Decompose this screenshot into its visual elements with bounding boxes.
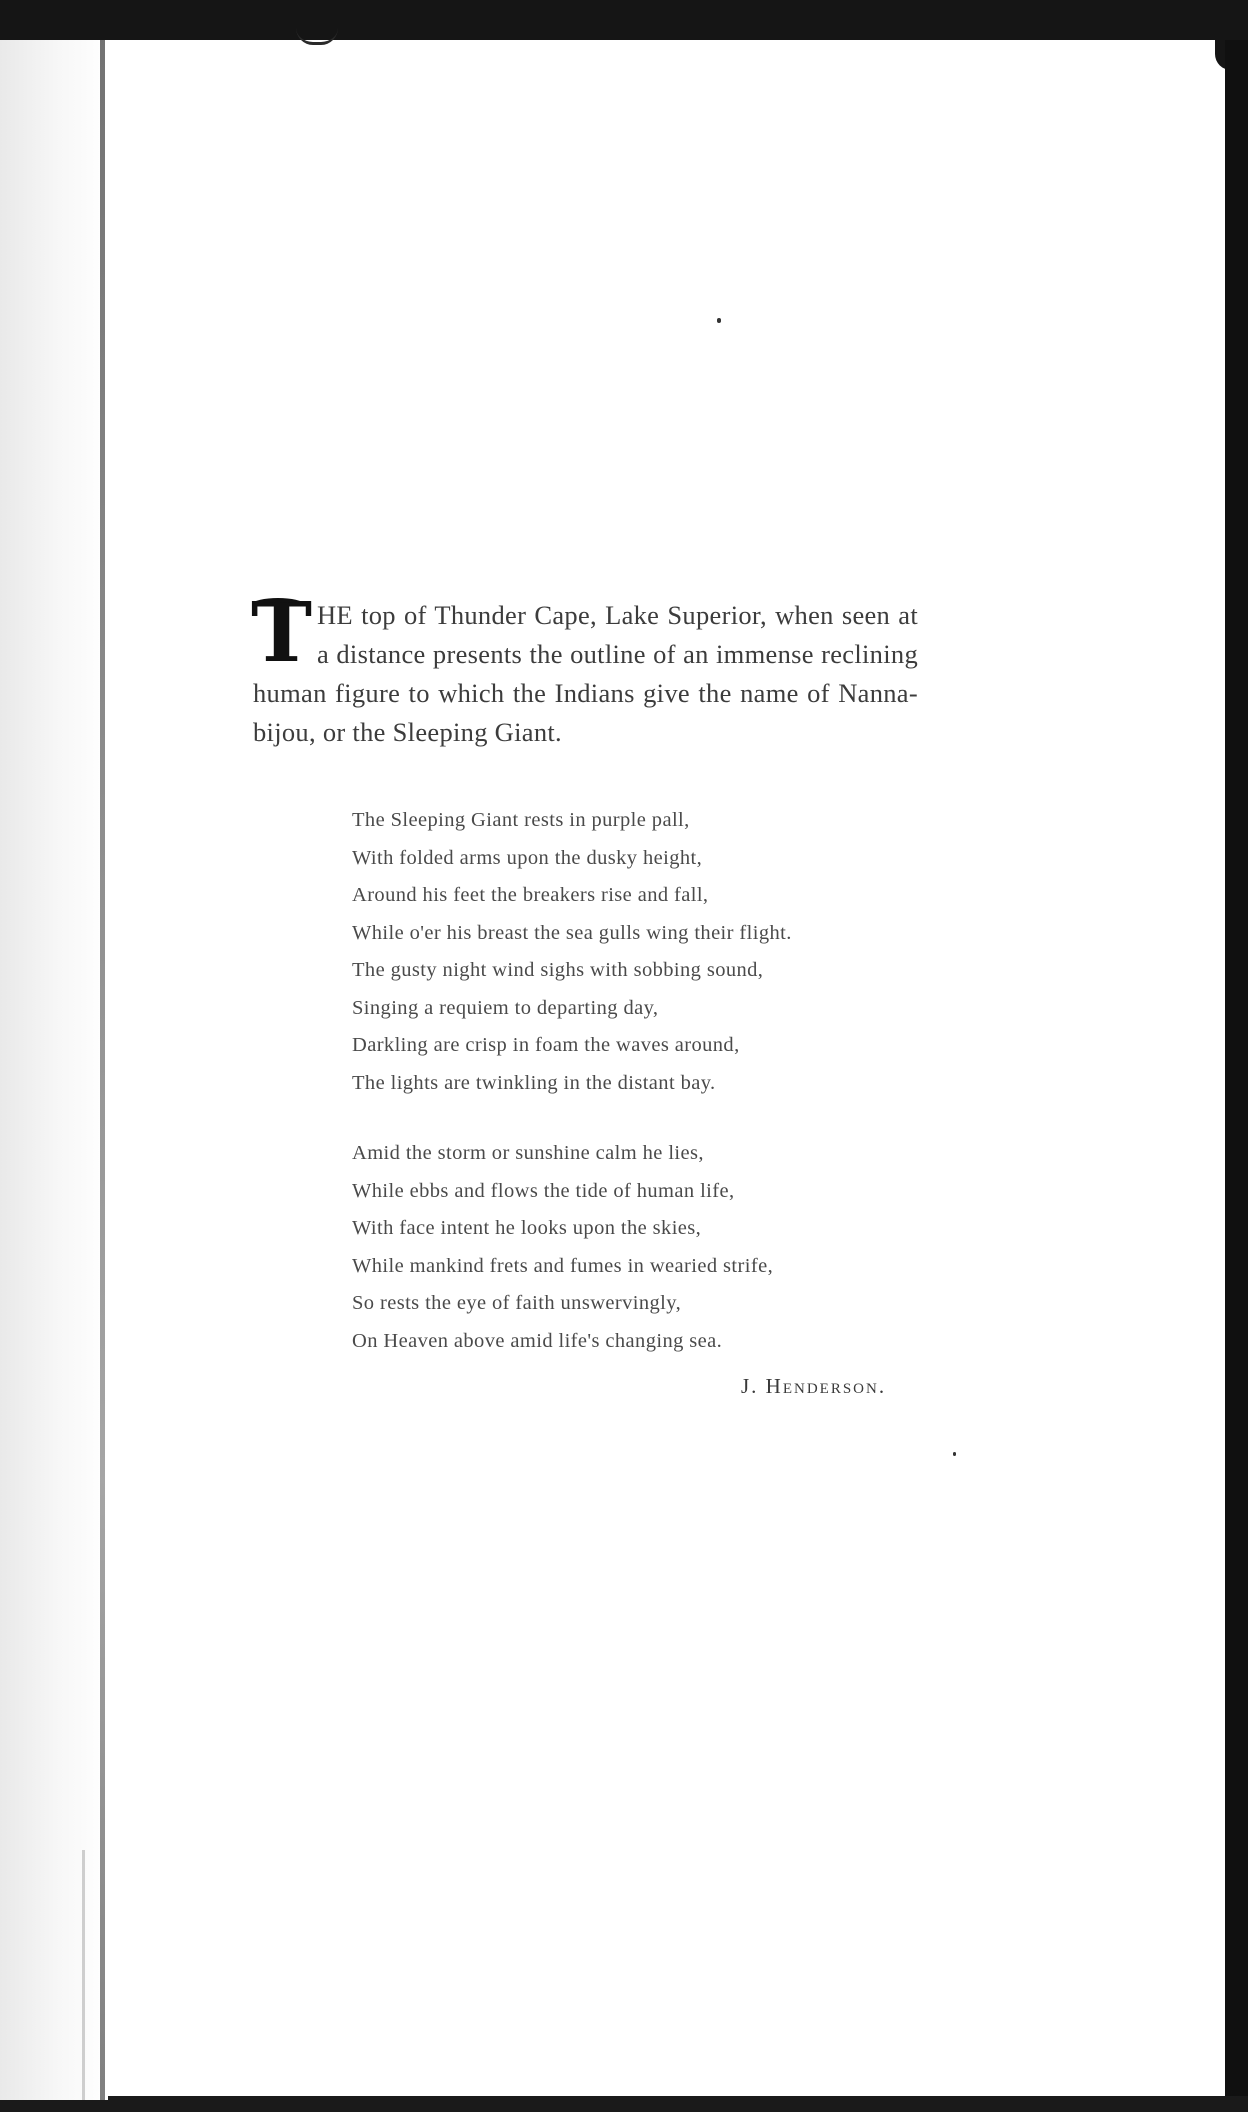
poem-line: Darkling are crisp in foam the waves around, (352, 1034, 740, 1056)
poem-line: The gusty night wind sighs with sobbing sound, (352, 959, 764, 981)
poem-line: With face intent he looks upon the skies, (352, 1217, 702, 1239)
page-binding-crease (82, 1850, 85, 2100)
poem-stanza-2 (352, 1135, 773, 1360)
scan-top-border (0, 0, 1248, 40)
scan-right-border (1225, 40, 1248, 2112)
paper-speck (717, 318, 721, 323)
poem-line: While o'er his breast the sea gulls wing their flight. (352, 921, 792, 944)
lead-word-rest: HE (317, 600, 362, 630)
intro-text: top of Thunder Cape, Lake Superior, when seen at a distance presents the outline of an immense reclining human figure to which the Indians give the name of Nanna-bijou, or the Sleeping Giant. (253, 600, 918, 747)
poem-line: So rests the eye of faith unswervingly, (352, 1292, 682, 1314)
poem-line: The Sleeping Giant rests in purple pall, (352, 809, 690, 831)
poem-stanza-1 (352, 802, 792, 1102)
page-binding-edge (100, 40, 105, 2100)
author-signature: J. Henderson. (741, 1374, 887, 1398)
poem-line: With folded arms upon the dusky height, (352, 846, 703, 869)
poem-line: The lights are twinkling in the distant bay. (352, 1071, 716, 1094)
intro-paragraph (251, 585, 918, 752)
drop-cap: T (251, 585, 313, 681)
poem-line: While mankind frets and fumes in wearied strife, (352, 1254, 774, 1277)
poem-line: On Heaven above amid life's changing sea. (352, 1329, 723, 1352)
paper-speck (953, 1452, 956, 1456)
poem-line: Amid the storm or sunshine calm he lies, (352, 1142, 704, 1164)
ink-mark (296, 28, 338, 45)
scan-bottom-border (0, 2096, 1248, 2112)
poem-line: Around his feet the breakers rise and fall, (352, 884, 709, 906)
page-gutter-shadow (0, 40, 108, 2100)
poem-line: Singing a requiem to departing day, (352, 996, 659, 1019)
poem-line: While ebbs and flows the tide of human life, (352, 1179, 735, 1202)
